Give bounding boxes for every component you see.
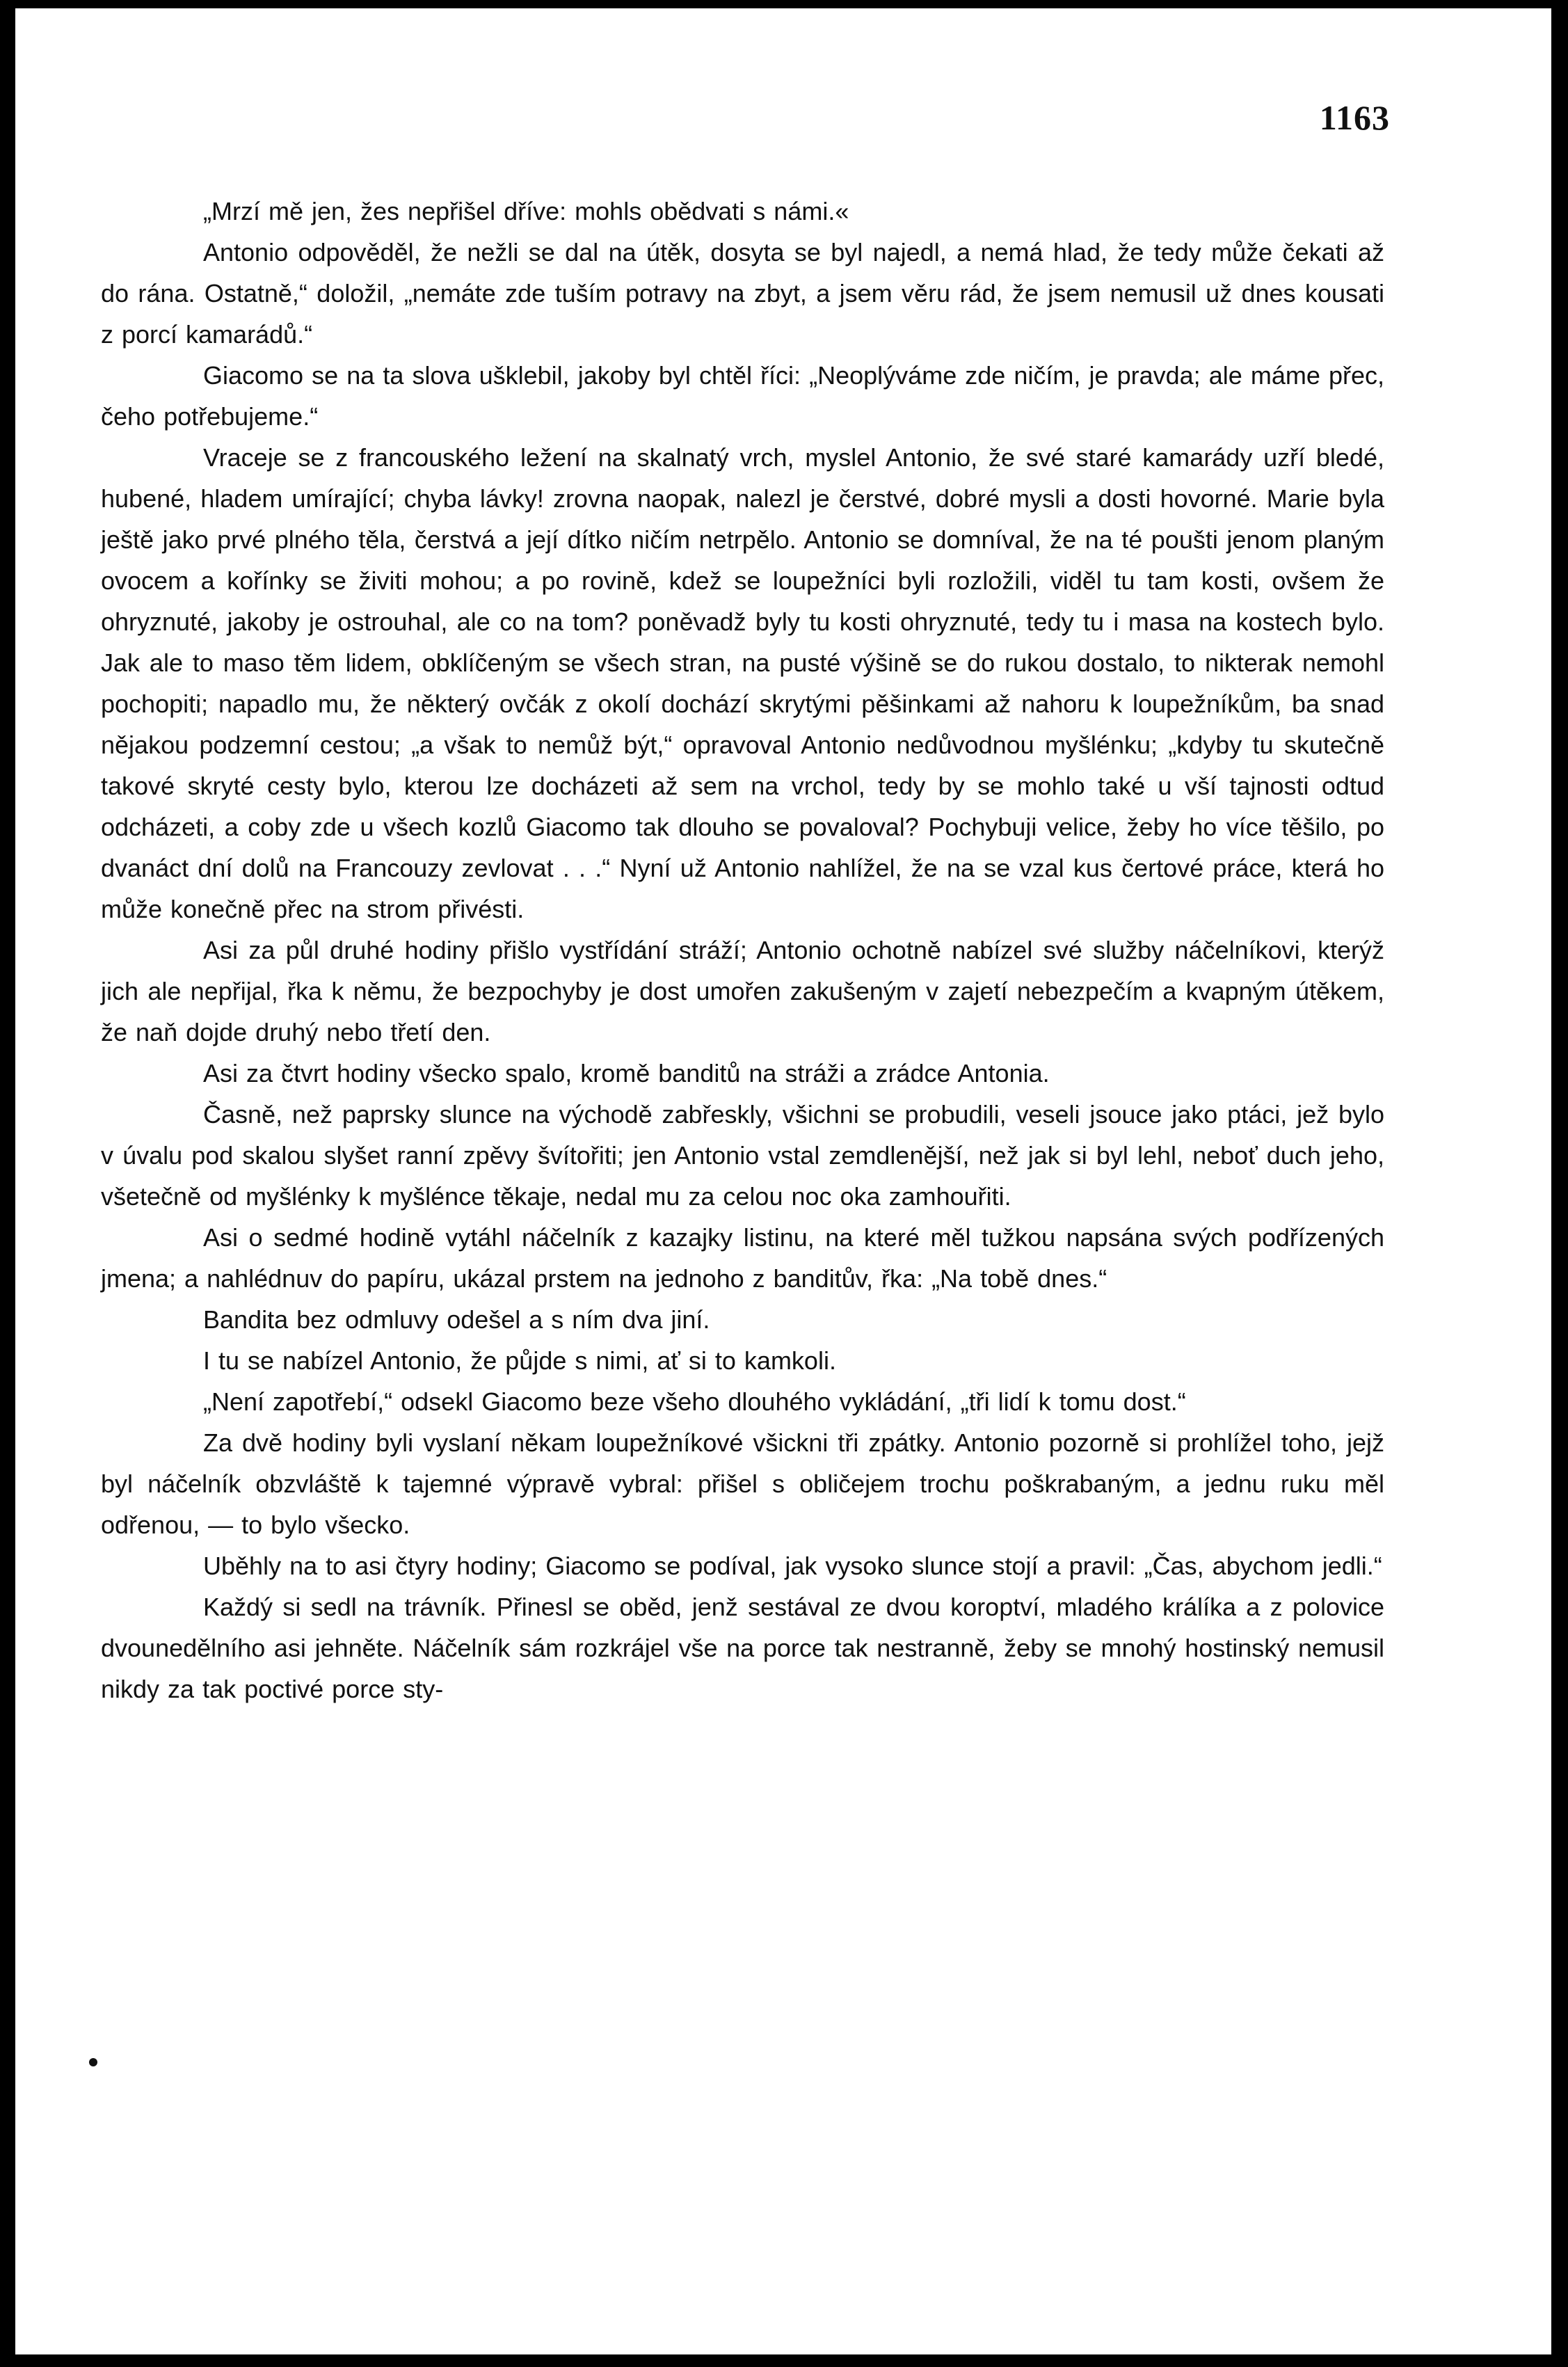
paragraph-1: „Mrzí mě jen, žes nepřišel dříve: mohls obědvati s námi.« xyxy=(203,197,849,225)
paragraph-9: Bandita bez odmluvy odešel a s ním dva jiní. xyxy=(203,1305,710,1334)
margin-mark xyxy=(89,2058,97,2066)
paragraph-13: Uběhly na to asi čtyry hodiny; Giacomo se podíval, jak vysoko slunce stojí a pravil: „Čas, abychom jedli.“ xyxy=(203,1552,1382,1580)
paragraph-2: Antonio odpověděl, že nežli se dal na útěk, dosyta se byl najedl, a nemá hlad, že tedy může čekati až do rána. Ostatně,“ doložil, „nemáte zde tuším potravy na zbyt, a jsem věru rád, že jsem nemusil už dnes kousati z porcí kamarádů.“ xyxy=(101,238,1384,349)
paragraph-7: Časně, než paprsky slunce na východě zabřeskly, všichni se probudili, veseli jsouce jako ptáci, jež bylo v úvalu pod skalou slyšet ranní zpěvy švítořiti; jen Antonio vstal zemdlenější, než jak si byl lehl, neboť duch jeho, všetečně od myšlénky k myšlénce těkaje, nedal mu za celou noc oka zamhouřiti. xyxy=(101,1100,1384,1211)
paragraph-11: „Není zapotřebí,“ odsekl Giacomo beze všeho dlouhého vykládání, „tři lidí k tomu dost.“ xyxy=(203,1387,1186,1416)
paragraph-5: Asi za půl druhé hodiny přišlo vystřídání stráží; Antonio ochotně nabízel své služby náčelníkovi, kterýž jich ale nepřijal, řka k němu, že bezpochyby je dost umořen zakušeným v zajetí nebezpečím a kvapným útěkem, že naň dojde druhý nebo třetí den. xyxy=(101,936,1384,1046)
paragraph-10: I tu se nabízel Antonio, že půjde s nimi, ať si to kamkoli. xyxy=(203,1346,836,1375)
body-text xyxy=(101,191,1384,1710)
paragraph-3: Giacomo se na ta slova ušklebil, jakoby byl chtěl říci: „Neoplýváme zde ničím, je pravda; ale máme přec, čeho potřebujeme.“ xyxy=(101,361,1384,431)
paragraph-8: Asi o sedmé hodině vytáhl náčelník z kazajky listinu, na které měl tužkou napsána svých podřízených jmena; a nahlédnuv do papíru, ukázal prstem na jednoho z banditův, řka: „Na tobě dnes.“ xyxy=(101,1223,1384,1293)
paragraph-12: Za dvě hodiny byli vyslaní někam loupežníkové všickni tři zpátky. Antonio pozorně si prohlížel toho, jejž byl náčelník obzvláště k tajemné výpravě vybral: přišel s obličejem trochu poškrabaným, a jednu ruku měl odřenou, — to bylo všecko. xyxy=(101,1428,1384,1539)
paragraph-14: Každý si sedl na trávník. Přinesl se oběd, jenž sestával ze dvou koroptví, mladého králíka a z polovice dvounedělního asi jehněte. Náčelník sám rozkrájel vše na porce tak nestranně, žeby se mnohý hostinský nemusil nikdy za tak poctivé porce sty- xyxy=(101,1593,1384,1703)
book-page xyxy=(15,8,1551,2354)
paragraph-6: Asi za čtvrt hodiny všecko spalo, kromě banditů na stráži a zrádce Antonia. xyxy=(203,1059,1050,1087)
paragraph-4: Vraceje se z francouského ležení na skalnatý vrch, myslel Antonio, že své staré kamarády uzří bledé, hubené, hladem umírající; chyba lávky! zrovna naopak, nalezl je čerstvé, dobré mysli a dosti hovorné. Marie byla ještě jako prvé plného těla, čerstvá a její dítko ničím netrpělo. Antonio se domníval, že na té poušti jenom planým ovocem a kořínky se živiti mohou; a po rovině, kdež se loupežníci byli rozložili, viděl tu tam kosti, ovšem že ohryznuté, jakoby je ostrouhal, ale co na tom? poněvadž byly tu kosti ohryznuté, tedy tu i masa na kostech bylo. Jak ale to maso těm lidem, obklíčeným se všech stran, na pusté výšině se do rukou dostalo, to nikterak nemohl pochopiti; napadlo mu, že některý ovčák z okolí dochází skrytými pěšinkami až nahoru k loupežníkům, ba snad nějakou podzemní cestou; „a však to nemůž být,“ opravoval Antonio nedůvodnou myšlénku; „kdyby tu skutečně takové skryté cesty bylo, kterou lze docházeti až sem na vrchol, tedy by se mohlo také u vší tajnosti odtud odcházeti, a coby zde u všech kozlů Giacomo tak dlouho se povaloval? Pochybuji velice, žeby ho více těšilo, po dvanáct dní dolů na Francouzy zevlovat . . .“ Nyní už Antonio nahlížel, že na se vzal kus čertové práce, která ho může konečně přec na strom přivésti. xyxy=(101,443,1384,923)
page-number: 1163 xyxy=(1319,98,1390,137)
